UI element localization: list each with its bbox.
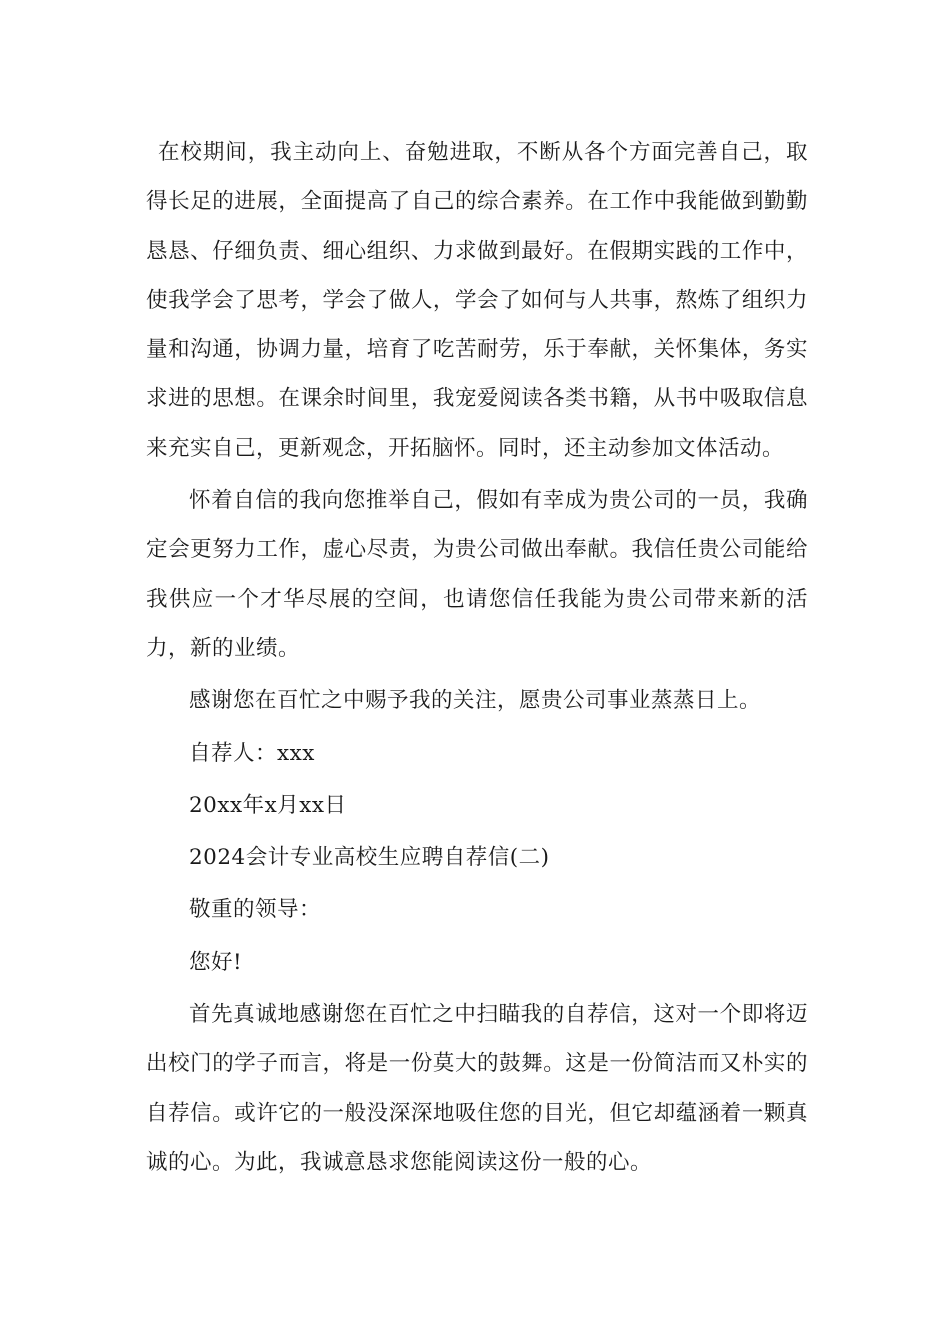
letter-title: 2024会计专业高校生应聘自荐信(二): [189, 845, 550, 871]
date-line: 20xx年x月xx日: [189, 792, 347, 818]
paragraph-self-recommendation: 怀着自信的我向您推举自己，假如有幸成为贵公司的一员，我确定会更努力工作，虚心尽责，为贵公司做出奉献。我信任贵公司能给我供应一个才华尽展的空间，也请您信任我能为贵公司带来新的活力，新的业绩。: [146, 488, 808, 661]
greeting: 您好!: [189, 949, 243, 975]
paragraph-opening: 首先真诚地感谢您在百忙之中扫瞄我的自荐信，这对一个即将迈出校门的学子而言，将是一份莫大的鼓舞。这是一份简洁而又朴实的自荐信。或许它的一般没深深地吸住您的目光，但它却蕴涵着一颗真诚的心。为此，我诚意恳求您能阅读这份一般的心。: [146, 1002, 808, 1175]
document-body: [146, 128, 808, 1187]
salutation: 敬重的领导：: [189, 897, 322, 923]
signature-line: 自荐人：xxx: [189, 740, 315, 766]
paragraph-thanks: 感谢您在百忙之中赐予我的关注，愿贵公司事业蒸蒸日上。: [189, 688, 762, 714]
paragraph-school-experience: 在校期间，我主动向上、奋勉进取，不断从各个方面完善自己，取得长足的进展，全面提高了自己的综合素养。在工作中我能做到勤勤恳恳、仔细负责、细心组织、力求做到最好。在假期实践的工作中，使我学会了思考，学会了做人，学会了如何与人共事，熬炼了组织力量和沟通，协调力量，培育了吃苦耐劳，乐于奉献，关怀集体，务实求进的思想。在课余时间里，我宠爱阅读各类书籍，从书中吸取信息来充实自己，更新观念，开拓脑怀。同时，还主动参加文体活动。: [146, 140, 808, 461]
